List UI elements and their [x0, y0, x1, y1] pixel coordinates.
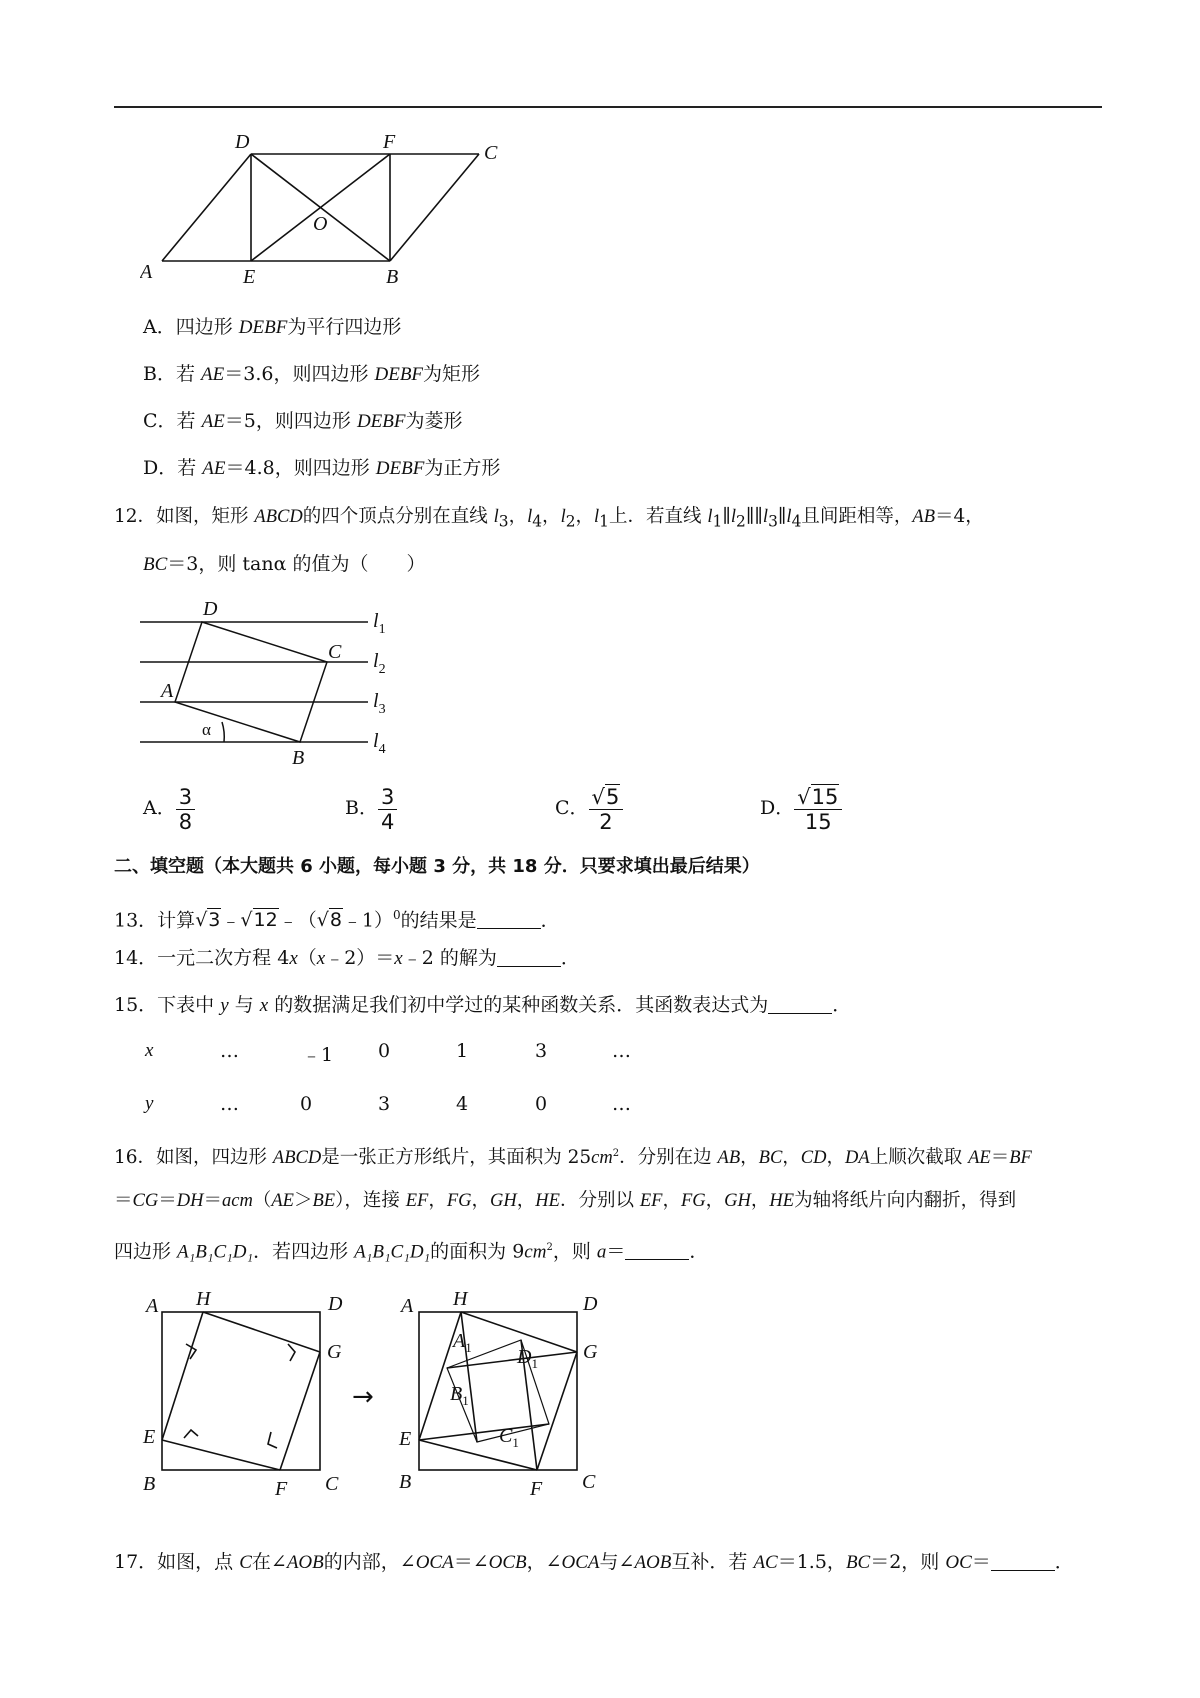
q16-figure-left [140, 1290, 355, 1505]
q11-label-D: D [235, 131, 250, 153]
q16-question-line3: 四边形 A₁B₁C₁D₁．若四边形 A₁B₁C₁D₁的面积为 $9cm^2$，则 a＝ ． [114, 1240, 709, 1263]
q15-cell: ﹣1 [302, 1044, 334, 1066]
q13-answer-blank[interactable] [477, 910, 541, 929]
q16-question-line1: 16．如图，四边形 ABCD是一张正方形纸片，其面积为 $25cm^2$．分别在边 AB，BC，CD，DA上顺次截取 AE＝BF [114, 1147, 1032, 1169]
q15-row-x-label: x [145, 1040, 154, 1061]
q11-figure [140, 130, 500, 290]
q16l-label-C: C [325, 1473, 339, 1495]
q12-label-C: C [328, 641, 342, 663]
q14-answer-blank[interactable] [497, 948, 561, 967]
q16r-label-A: A [401, 1295, 414, 1317]
q16l-label-E: E [143, 1426, 156, 1448]
q12-label-alpha: α [202, 720, 211, 739]
q11-label-C: C [484, 142, 498, 164]
q11-label-A: A [140, 261, 153, 283]
q16r-label-E: E [399, 1428, 412, 1450]
q16l-label-G: G [327, 1341, 342, 1363]
q16r-label-B: B [399, 1471, 412, 1493]
q16r-label-B1: $B_1$ [450, 1383, 469, 1408]
q16-answer-blank[interactable] [625, 1241, 689, 1260]
q15-cell: … [612, 1040, 631, 1062]
header-rule [114, 106, 1102, 108]
q15-cell: 0 [535, 1093, 548, 1115]
q11-option-c: C．若 AE＝5，则四边形 DEBF为菱形 [143, 410, 463, 432]
q16r-label-G: G [583, 1341, 598, 1363]
q15-question: 15．下表中 y 与 x 的数据满足我们初中学过的某种函数关系．其函数表达式为 ． [114, 994, 852, 1016]
q16l-label-D: D [328, 1293, 343, 1315]
q11-label-B: B [386, 266, 399, 288]
q15-cell: … [612, 1093, 631, 1115]
q15-cell: 0 [300, 1093, 313, 1115]
q12-option-a: A． $\frac{3}{8}$ [143, 780, 195, 836]
q15-cell: 4 [456, 1093, 469, 1115]
q11-option-a: A．四边形 DEBF为平行四边形 [143, 316, 402, 338]
q15-row-y-label: y [145, 1093, 154, 1114]
q12-question-line2: BC＝3，则 tanα 的值为（ ） [143, 553, 426, 575]
q11-label-E: E [243, 266, 256, 288]
q16r-label-C1: $C_1$ [499, 1425, 519, 1450]
q12-option-b: B． $\frac{3}{4}$ [345, 780, 397, 836]
q16l-label-F: F [275, 1478, 288, 1500]
q16r-label-C: C [582, 1471, 596, 1493]
q11-option-d: D．若 AE＝4.8，则四边形 DEBF为正方形 [143, 457, 501, 479]
q11-option-b: B．若 AE＝3.6，则四边形 DEBF为矩形 [143, 363, 481, 385]
q17-question: 17．如图，点 C在∠AOB的内部，∠OCA＝∠OCB，∠OCA与∠AOB互补．若 AC＝1.5，BC＝2，则 OC＝ ． [114, 1551, 1074, 1573]
fold-arrow-icon: → [352, 1382, 374, 1412]
q16l-label-B: B [143, 1473, 156, 1495]
q12-label-l4: $l_4$ [373, 730, 386, 757]
q15-cell: 3 [378, 1093, 391, 1115]
q16r-label-F: F [530, 1478, 543, 1500]
q12-option-d: D． $\frac{√15}{15}$ [760, 780, 842, 836]
q16r-label-D1: $D_1$ [517, 1346, 538, 1371]
q15-cell: … [220, 1040, 239, 1062]
q12-label-l2: $l_2$ [373, 650, 386, 677]
section-2-title: 二、填空题（本大题共 6 小题，每小题 3 分，共 18 分．只要求填出最后结果） [114, 856, 760, 877]
q15-cell: … [220, 1093, 239, 1115]
q15-cell: 1 [456, 1040, 469, 1062]
q12-question-line1: 12．如图，矩形 ABCD的四个顶点分别在直线 $l_3$，$l_4$，$l_2$，$l_1$上．若直线 $l_1\parallel l_2\parallel\parallel l_3\parallel l_4$且间距相等，AB＝4， [114, 506, 984, 531]
q12-label-D: D [203, 598, 218, 620]
q16-question-line2: ＝CG＝DH＝acm（AE＞BE），连接 EF，FG，GH，HE．分别以 EF，FG，GH，HE为轴将纸片向内翻折，得到 [114, 1190, 1017, 1211]
q16l-label-A: A [146, 1295, 159, 1317]
q12-label-l1: $l_1$ [373, 610, 386, 637]
q16l-label-H: H [196, 1290, 211, 1310]
q16r-label-H: H [453, 1290, 468, 1310]
q14-question: 14．一元二次方程 4x（x﹣2）＝x﹣2 的解为 ． [114, 947, 580, 969]
q17-answer-blank[interactable] [991, 1552, 1055, 1571]
q15-cell: 0 [378, 1040, 391, 1062]
q12-label-A: A [161, 680, 174, 702]
q16-figure-right [395, 1290, 620, 1505]
q12-option-c: C． $\frac{√5}{2}$ [555, 780, 623, 836]
q13-question: 13．计算√3﹣√12﹣（√8﹣1）$^0$的结果是 ． [114, 908, 560, 932]
q12-figure [140, 595, 400, 770]
q16r-label-D: D [583, 1293, 598, 1315]
q16r-label-A1: $A_1$ [453, 1330, 472, 1355]
q15-cell: 3 [535, 1040, 548, 1062]
q11-label-F: F [383, 131, 396, 153]
q15-answer-blank[interactable] [768, 995, 832, 1014]
q11-label-O: O [313, 213, 328, 235]
q12-label-B: B [292, 747, 305, 769]
q12-label-l3: $l_3$ [373, 690, 386, 717]
